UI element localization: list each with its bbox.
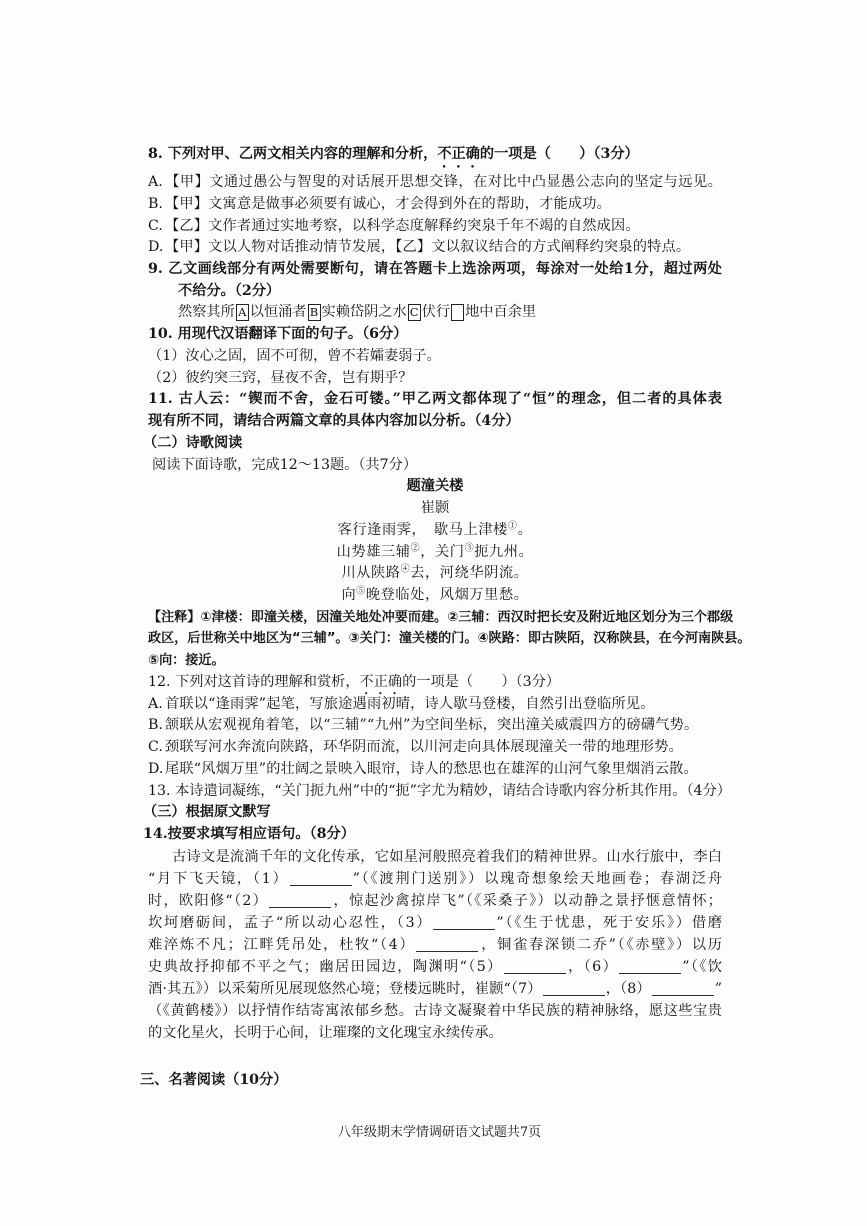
option-label: A. [148, 174, 163, 191]
section-heading-classics-reading: 三、名著阅读（10分） [140, 1071, 288, 1088]
answer-blank-1 [290, 884, 352, 886]
page-footer: 八年级期末学情调研语文试题共7页 [337, 1125, 542, 1140]
paragraph-text: 时，欧阳修“（2） [148, 892, 269, 909]
footnote-marker: ① [507, 521, 518, 532]
footnote-marker: ③ [464, 542, 475, 553]
paragraph-text: ，铜雀春深锁二乔”（《赤壁》）以历 [479, 936, 722, 953]
question-12-option-b [148, 715, 722, 737]
poem-text: 去，河绕华阴流。 [410, 565, 529, 582]
paragraph-text: 坎坷磨砺间，孟子“所以动心忍性，（3） [148, 914, 433, 931]
paragraph-text: 难淬炼不凡；江畔凭吊处，杜牧“（4） [148, 936, 416, 953]
poem-line-4 [148, 585, 722, 607]
section-heading-dictation: （三）根据原文默写 [143, 804, 271, 821]
answer-blank-8 [652, 994, 714, 996]
break-option-box-a: A [236, 304, 249, 321]
option-text: 颔联从宏观视角着笔，以“三辅”“九州”为空间坐标，突出潼关威震四方的磅礴气势。 [165, 717, 699, 734]
paragraph-text: 酒·其五》）以采菊所见展现悠然心境；登楼远眺时，崔颢“（7） [148, 980, 542, 997]
poem-line-2 [148, 542, 722, 564]
poem-title: 题潼关楼 [406, 478, 464, 495]
exam-page-content [140, 144, 751, 1092]
option-text: 【甲】文通过愚公与智叟的对话展开思想交锋，在对比中凸显愚公志向的坚定与远见。 [165, 174, 722, 191]
section-heading-poetry: （二）诗歌阅读 [143, 434, 243, 451]
question-14-stem: 14.按要求填写相应语句。（8分） [143, 826, 355, 843]
paragraph-text: 的文化星火，长明于心间，让璀璨的文化瑰宝永续传承。 [148, 1024, 503, 1041]
poem-author: 崔颢 [420, 500, 450, 517]
answer-blank-3 [433, 928, 495, 930]
option-text: 尾联“风烟万里”的壮阔之景映入眼帘，诗人的愁思也在雄浑的山河气象里烟消云散。 [165, 760, 698, 777]
question-12-option-c [148, 737, 722, 759]
question-8-option-a [148, 172, 722, 194]
question-8-stem-text: 8. 下列对甲、乙两文相关内容的理解和分析， [148, 146, 438, 162]
question-9-stem-continued: 不给分。（2分） [178, 282, 281, 299]
paragraph-text: “月下飞天镜，（1） [148, 870, 289, 887]
footnote-marker: ② [410, 542, 421, 553]
question-9-stem: 9. 乙文画线部分有两处需要断句，请在答题卡上选涂两项，每涂对一处给1分，超过两处 [148, 260, 722, 277]
poem-text: 向 [341, 586, 357, 603]
poem-text: 晚登临处，风烟万里愁。 [365, 586, 529, 603]
question-8-option-d [148, 237, 722, 259]
dictation-paragraph-line-3 [148, 890, 722, 912]
answer-blank-6 [619, 972, 681, 974]
dictation-paragraph-line-4 [148, 912, 722, 934]
paragraph-text: ”（《饮 [682, 958, 722, 975]
dictation-paragraph-line-8 [148, 1000, 722, 1022]
question-12-stem [148, 672, 722, 694]
option-text: 【乙】文作者通过实地考察，以科学态度解释约突泉千年不竭的自然成因。 [165, 217, 640, 234]
paragraph-text: 史典故抒抑郁不平之气；幽居田园边，陶渊明“（5） [148, 958, 503, 975]
sentence-segment: 实赖岱阴之水 [321, 304, 407, 321]
poem-line-1 [148, 520, 722, 542]
dictation-paragraph-line-1 [148, 846, 722, 868]
paragraph-text: ”（《生于忧患，死于安乐》）借磨 [496, 914, 722, 931]
question-8-option-b [148, 194, 722, 216]
option-label: C. [148, 739, 163, 756]
sentence-segment: 伏行 [421, 304, 451, 321]
footnote-marker: ④ [400, 564, 411, 575]
answer-blank-2 [269, 906, 331, 908]
dictation-paragraph-line-6 [148, 956, 722, 978]
break-option-box-b: B [308, 304, 321, 321]
poem-text: 川从陕路 [341, 565, 401, 582]
question-12-stem-text: 12. 下列对这首诗的理解和赏析， [148, 673, 360, 690]
poem-line-3 [148, 563, 722, 585]
option-label: D. [148, 760, 164, 777]
paragraph-text: （《黄鹤楼》）以抒情作结寄寓浓郁乡愁。古诗文凝聚着中华民族的精神脉络，愿这些宝贵 [148, 1002, 722, 1019]
question-12-option-d [148, 759, 722, 781]
dictation-paragraph-line-5 [148, 934, 722, 956]
poem-text: 扼九州。 [474, 543, 534, 560]
paragraph-text: ，（6） [566, 958, 619, 975]
question-12-stem-score: 的一项是（ ）（3分） [402, 673, 561, 690]
sentence-segment: 然察其所 [178, 304, 235, 321]
paragraph-text: ，（8） [605, 980, 651, 997]
option-text: 颈联写河水奔流向陕路，环华阴而流，以川河走向具体展现潼关一带的地理形势。 [165, 739, 683, 756]
paragraph-text: ，惊起沙禽掠岸飞”（《采桑子》）以动静之景抒惬意情怀； [332, 892, 722, 909]
option-label: B. [148, 195, 163, 212]
question-11-stem-continued: 现有所不同，请结合两篇文章的具体内容加以分析。（4分） [148, 413, 520, 430]
question-12-option-a [148, 694, 722, 716]
option-text: 【甲】文以人物对话推动情节发展，【乙】文以叙议结合的方式阐释约突泉的特点。 [165, 239, 691, 256]
paragraph-text: ”（《渡荆门送别》）以瑰奇想象绘天地画卷；春湖泛舟 [352, 870, 722, 887]
poetry-instructions: 阅读下面诗歌，完成12～13题。（共7分） [152, 456, 418, 473]
answer-blank-5 [504, 972, 566, 974]
poem-text: 山势雄三辅 [336, 543, 411, 560]
poem-notes-line-1: 【注释】①津楼：即潼关楼，因潼关地处冲要而建。②三辅：西汉时把长安及附近地区划分为三个郡级 [148, 609, 734, 625]
question-8-stem [148, 144, 722, 166]
question-10-item-2: （2）彼约突三窍，昼夜不舍，岂有期乎？ [148, 369, 413, 386]
paragraph-text: ” [714, 980, 722, 997]
option-label: B. [148, 717, 163, 734]
poem-notes-line-3: ⑤向：接近。 [148, 653, 225, 669]
option-label: D. [148, 239, 164, 256]
option-text: 【甲】文寓意是做事必须要有诚心，才会得到外在的帮助，才能成功。 [165, 195, 612, 212]
poem-text: ，关门 [420, 543, 465, 560]
paragraph-text: 古诗文是流淌千年的文化传承，它如星河般照亮着我们的精神世界。山水行旅中，李白 [172, 848, 722, 865]
option-label: A. [148, 695, 163, 712]
dictation-paragraph-line-9 [148, 1022, 722, 1044]
question-13-stem: 13. 本诗遣词凝练，“关门扼九州”中的“扼”字尤为精妙，请结合诗歌内容分析其作用。（4分） [148, 782, 731, 799]
emphasis-not-correct: 不正确 [437, 146, 480, 162]
question-8-stem-score: 的一项是（ ）（3分） [479, 146, 639, 162]
question-10-item-1: （1）汝心之固，固不可彻，曾不若孀妻弱子。 [148, 347, 441, 364]
dictation-paragraph-line-2 [148, 868, 722, 890]
sentence-segment: 以恒涌者 [249, 304, 307, 321]
footnote-marker: ⑤ [356, 586, 366, 597]
option-label: C. [148, 217, 163, 234]
break-option-box-c: C [408, 304, 421, 321]
answer-blank-4 [416, 950, 478, 952]
break-option-box-d [451, 304, 464, 321]
dictation-paragraph-line-7 [148, 978, 722, 1000]
option-text: 首联以“逢雨霁”起笔，写旅途遇雨初晴，诗人歇马登楼，自然引出登临所见。 [165, 695, 655, 712]
question-9-sentence [148, 302, 722, 324]
poem-notes-line-2: 政区，后世称关中地区为“三辅”。③关门：潼关楼的门。④陕路：即古陕陌，汉称陕县，在今河南陕县。 [148, 631, 751, 647]
emphasis-not-correct: 不正确 [359, 673, 403, 690]
question-10-stem: 10. 用现代汉语翻译下面的句子。（6分） [148, 326, 408, 343]
poem-text: 客行逢雨霁， 歇马上津楼 [337, 521, 508, 538]
sentence-segment: 地中百余里 [465, 304, 537, 321]
answer-blank-7 [543, 994, 605, 996]
question-8-option-c [148, 216, 722, 238]
poem-text: 。 [517, 521, 533, 538]
question-11-stem: 11. 古人云：“锲而不舍，金石可镂。”甲乙两文都体现了“恒”的理念，但二者的具体表 [148, 391, 722, 408]
